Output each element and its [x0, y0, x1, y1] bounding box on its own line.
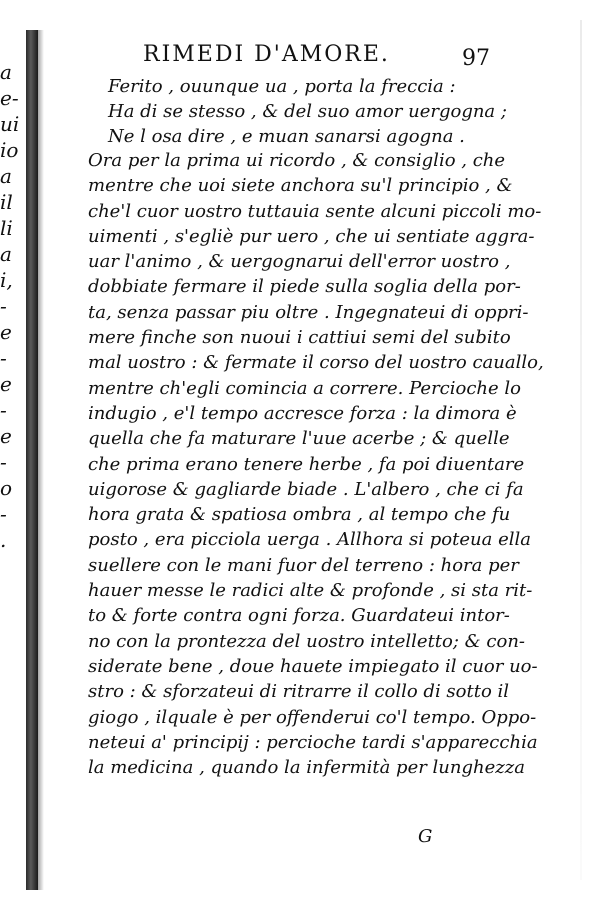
facing-page-char: a	[0, 60, 12, 84]
book-spine-gutter	[26, 30, 38, 890]
facing-page-char: io	[0, 138, 19, 162]
prose-line: hora grata & spatiosa ombra , al tempo che fu	[88, 504, 511, 526]
facing-page-char: i,	[0, 268, 13, 292]
verse-line: Ferito , ouunque ua , porta la freccia :	[108, 76, 456, 97]
facing-page-char: .	[0, 528, 7, 552]
facing-page-char: li	[0, 216, 13, 240]
prose-line: siderate bene , doue hauete impiegato il cuor uo-	[88, 655, 538, 677]
signature-mark: G	[418, 826, 433, 847]
prose-line: che'l cuor uostro tuttauia sente alcuni piccoli mo-	[88, 200, 542, 222]
prose-line: dobbiate fermare il piede sulla soglia della por-	[88, 276, 521, 298]
prose-line: quella che fa maturare l'uue acerbe ; & quelle	[88, 428, 510, 450]
facing-page-char: a	[0, 242, 12, 266]
prose-line: no con la prontezza del uostro intelletto; & con-	[88, 630, 526, 652]
facing-page-char: a	[0, 164, 12, 188]
facing-page-char: e	[0, 372, 12, 396]
prose-line: uimenti , s'egliè pur uero , che ui sentiate aggra-	[88, 225, 535, 247]
running-title: RIMEDI D'AMORE.	[143, 42, 390, 67]
prose-line: to & forte contra ogni forza. Guardateui intor-	[88, 605, 510, 627]
prose-line: stro : & sforzateui di ritrarre il collo di sotto il	[88, 681, 510, 703]
prose-line: mentre ch'egli comincia a correre. Percioche lo	[88, 377, 521, 399]
prose-line: posto , era picciola uerga . Allhora si poteua ella	[88, 529, 531, 551]
verse-line: Ne l osa dire , e muan sanarsi agogna .	[108, 126, 465, 147]
page-number: 97	[462, 46, 490, 71]
prose-line: mere finche son nuoui i cattiui semi del subito	[88, 327, 511, 349]
prose-line: la medicina , quando la infermità per lunghezza	[88, 757, 525, 779]
facing-page-fragment	[0, 60, 22, 554]
prose-line: giogo , ilquale è per offenderui co'l tempo. Oppo-	[88, 706, 537, 728]
prose-line: uar l'animo , & uergognarui dell'error uostro ,	[88, 251, 511, 273]
verse-block	[108, 74, 508, 149]
prose-line: ta, senza passar piu oltre . Ingegnateui di oppri-	[88, 301, 529, 323]
facing-page-char: o	[0, 476, 13, 500]
page-edge	[580, 20, 582, 880]
prose-line: mentre che uoi siete anchora su'l principio , &	[88, 175, 513, 197]
prose-line: suellere con le mani fuor del terreno : hora per	[88, 554, 519, 576]
facing-page-char: il	[0, 190, 13, 214]
facing-page-char: -	[0, 294, 7, 318]
prose-line: uigorose & gagliarde biade . L'albero , che ci fa	[88, 478, 524, 500]
verse-line: Ha di se stesso , & del suo amor uergogna ;	[108, 101, 507, 122]
prose-line: indugio , e'l tempo accresce forza : la dimora è	[88, 402, 517, 424]
facing-page-char: -	[0, 450, 7, 474]
facing-page-char: -	[0, 398, 7, 422]
facing-page-char: -	[0, 346, 7, 370]
prose-line: neteui a' principij : percioche tardi s'apparecchia	[88, 731, 538, 753]
prose-line: mal uostro : & fermate il corso del uostro cauallo,	[88, 352, 544, 374]
prose-line: Ora per la prima ui ricordo , & consiglio , che	[88, 150, 506, 171]
facing-page-char: -	[0, 502, 7, 526]
gutter-shadow	[38, 30, 44, 890]
facing-page-char: e-	[0, 86, 19, 110]
facing-page-char: e	[0, 424, 12, 448]
prose-block	[88, 148, 544, 780]
prose-line: hauer messe le radici alte & profonde , si sta rit-	[88, 580, 533, 602]
prose-line: che prima erano tenere herbe , fa poi diuentare	[88, 453, 525, 475]
page-header	[125, 38, 525, 72]
facing-page-char: e	[0, 320, 12, 344]
facing-page-char: ui	[0, 112, 20, 136]
